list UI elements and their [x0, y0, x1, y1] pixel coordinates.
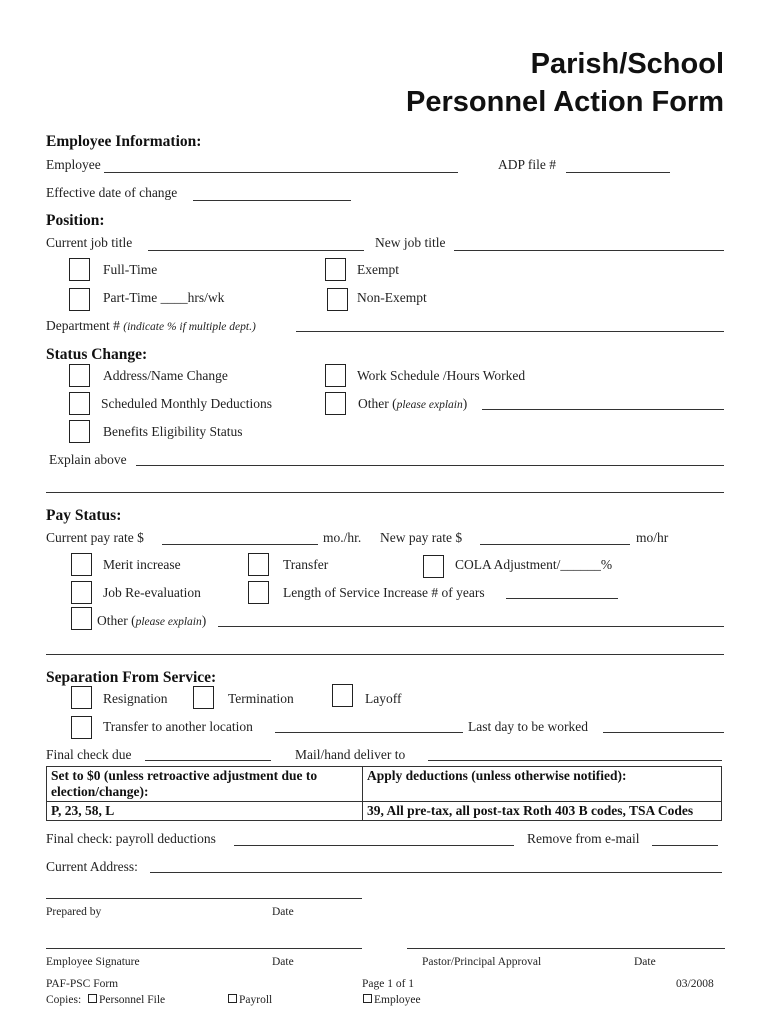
- payroll-copy-checkbox[interactable]: [228, 994, 237, 1003]
- mail-hand-deliver-field[interactable]: [428, 760, 722, 761]
- adp-file-label: ADP file #: [498, 157, 556, 172]
- merit-increase-label: Merit increase: [103, 557, 181, 572]
- explain-field-1[interactable]: [136, 465, 724, 466]
- remove-email-field[interactable]: [652, 845, 718, 846]
- length-of-service-checkbox[interactable]: [248, 581, 269, 604]
- table-cell: Set to $0 (unless retroactive adjustment due to election/change):: [47, 767, 363, 802]
- new-pay-rate-label: New pay rate $: [380, 530, 463, 545]
- non-exempt-checkbox[interactable]: [327, 288, 348, 311]
- current-pay-rate-label: Current pay rate $: [46, 530, 144, 545]
- merit-increase-checkbox[interactable]: [71, 553, 92, 576]
- final-check-due-field[interactable]: [145, 760, 271, 761]
- pay-other-checkbox[interactable]: [71, 607, 92, 630]
- new-pay-unit: mo/hr: [636, 530, 669, 545]
- last-day-label: Last day to be worked: [468, 719, 588, 734]
- new-pay-rate-field[interactable]: [480, 544, 630, 545]
- final-check-due-label: Final check due: [46, 747, 132, 762]
- termination-checkbox[interactable]: [193, 686, 214, 709]
- exempt-label: Exempt: [357, 262, 399, 277]
- status-other-text: Other (: [358, 396, 397, 411]
- employee-signature-date-label: Date: [272, 956, 294, 968]
- separation-heading: Separation From Service:: [46, 669, 217, 686]
- copy-employee-label: Employee: [374, 994, 421, 1006]
- pastor-approval-label: Pastor/Principal Approval: [422, 956, 542, 968]
- full-time-label: Full-Time: [103, 262, 158, 277]
- copy-personnel-file: [86, 992, 165, 1008]
- copy-employee: [361, 992, 421, 1008]
- table-row: [47, 767, 722, 802]
- pay-other-text: Other (: [97, 613, 136, 628]
- current-pay-unit: mo./hr.: [323, 530, 362, 545]
- payroll-deductions-field[interactable]: [234, 845, 514, 846]
- position-heading: Position:: [46, 212, 105, 229]
- department-note: (indicate % if multiple dept.): [123, 321, 256, 333]
- resignation-checkbox[interactable]: [71, 686, 92, 709]
- employee-label: Employee: [46, 157, 101, 172]
- page-number: Page 1 of 1: [362, 978, 415, 990]
- transfer-label: Transfer: [283, 557, 329, 572]
- pay-other-field-1[interactable]: [218, 626, 724, 627]
- scheduled-deductions-label: Scheduled Monthly Deductions: [101, 396, 272, 411]
- address-name-change-checkbox[interactable]: [69, 364, 90, 387]
- table-cell: P, 23, 58, L: [47, 802, 363, 821]
- current-address-field[interactable]: [150, 872, 722, 873]
- explain-above-label: Explain above: [49, 452, 127, 467]
- deductions-table: [46, 766, 722, 821]
- pay-other-close: ): [201, 613, 207, 628]
- form-title-line-2: Personnel Action Form: [406, 86, 724, 118]
- job-reevaluation-label: Job Re-evaluation: [103, 585, 201, 600]
- status-change-heading: Status Change:: [46, 346, 148, 363]
- years-of-service-field[interactable]: [506, 598, 618, 599]
- copy-payroll: [226, 992, 272, 1008]
- current-job-title-label: Current job title: [46, 235, 133, 250]
- form-code: PAF-PSC Form: [46, 978, 119, 990]
- transfer-location-checkbox[interactable]: [71, 716, 92, 739]
- address-name-change-label: Address/Name Change: [103, 368, 228, 383]
- pastor-approval-date-label: Date: [634, 956, 656, 968]
- department-field[interactable]: [296, 331, 724, 332]
- status-other-field[interactable]: [482, 409, 724, 410]
- pastor-approval-signature-line[interactable]: [407, 948, 725, 949]
- copy-personnel-file-label: Personnel File: [99, 994, 166, 1006]
- form-version-date: 03/2008: [676, 978, 714, 990]
- full-time-checkbox[interactable]: [69, 258, 90, 281]
- status-other-checkbox[interactable]: [325, 392, 346, 415]
- table-row: [47, 802, 722, 821]
- status-other-close: ): [462, 396, 468, 411]
- prepared-date-label: Date: [272, 906, 294, 918]
- employee-signature-line[interactable]: [46, 948, 362, 949]
- pay-status-heading: Pay Status:: [46, 507, 122, 524]
- current-address-label: Current Address:: [46, 859, 138, 874]
- status-other-label: [358, 396, 467, 413]
- benefits-eligibility-label: Benefits Eligibility Status: [103, 424, 243, 439]
- cola-adjustment-checkbox[interactable]: [423, 555, 444, 578]
- mail-hand-deliver-label: Mail/hand deliver to: [295, 747, 406, 762]
- job-reevaluation-checkbox[interactable]: [71, 581, 92, 604]
- explain-field-2[interactable]: [46, 492, 724, 493]
- transfer-checkbox[interactable]: [248, 553, 269, 576]
- layoff-checkbox[interactable]: [332, 684, 353, 707]
- layoff-label: Layoff: [365, 691, 402, 706]
- employee-name-field[interactable]: [104, 172, 458, 173]
- effective-date-field[interactable]: [193, 200, 351, 201]
- employee-copy-checkbox[interactable]: [363, 994, 372, 1003]
- scheduled-deductions-checkbox[interactable]: [69, 392, 90, 415]
- prepared-by-label: Prepared by: [46, 906, 102, 918]
- current-job-title-field[interactable]: [148, 250, 364, 251]
- department-label-text: Department #: [46, 318, 124, 333]
- effective-date-label: Effective date of change: [46, 185, 178, 200]
- copies-label: Copies:: [46, 994, 82, 1006]
- resignation-label: Resignation: [103, 691, 168, 706]
- personnel-file-checkbox[interactable]: [88, 994, 97, 1003]
- form-title-line-1: Parish/School: [530, 48, 724, 80]
- transfer-location-label: Transfer to another location: [103, 719, 253, 734]
- part-time-checkbox[interactable]: [69, 288, 90, 311]
- prepared-by-signature-line[interactable]: [46, 898, 362, 899]
- department-label: [46, 318, 256, 335]
- exempt-checkbox[interactable]: [325, 258, 346, 281]
- pay-other-label: [97, 613, 206, 630]
- transfer-location-field[interactable]: [275, 732, 463, 733]
- part-time-label: Part-Time ____hrs/wk: [103, 290, 225, 305]
- last-day-field[interactable]: [603, 732, 724, 733]
- benefits-eligibility-checkbox[interactable]: [69, 420, 90, 443]
- employee-info-heading: Employee Information:: [46, 133, 202, 150]
- payroll-deductions-label: Final check: payroll deductions: [46, 831, 216, 846]
- pay-other-field-2[interactable]: [46, 654, 724, 655]
- table-cell: Apply deductions (unless otherwise notified):: [363, 767, 722, 802]
- cola-adjustment-label: COLA Adjustment/______%: [455, 557, 613, 572]
- current-pay-rate-field[interactable]: [162, 544, 318, 545]
- length-of-service-label: Length of Service Increase # of years: [283, 585, 485, 600]
- employee-signature-label: Employee Signature: [46, 956, 140, 968]
- status-other-note: please explain: [396, 399, 463, 411]
- remove-email-label: Remove from e-mail: [527, 831, 640, 846]
- adp-file-field[interactable]: [566, 172, 670, 173]
- copy-payroll-label: Payroll: [239, 994, 273, 1006]
- table-cell: 39, All pre-tax, all post-tax Roth 403 B codes, TSA Codes: [363, 802, 722, 821]
- work-schedule-checkbox[interactable]: [325, 364, 346, 387]
- new-job-title-label: New job title: [375, 235, 446, 250]
- non-exempt-label: Non-Exempt: [357, 290, 427, 305]
- termination-label: Termination: [228, 691, 294, 706]
- pay-other-note: please explain: [135, 616, 202, 628]
- work-schedule-label: Work Schedule /Hours Worked: [357, 368, 526, 383]
- new-job-title-field[interactable]: [454, 250, 724, 251]
